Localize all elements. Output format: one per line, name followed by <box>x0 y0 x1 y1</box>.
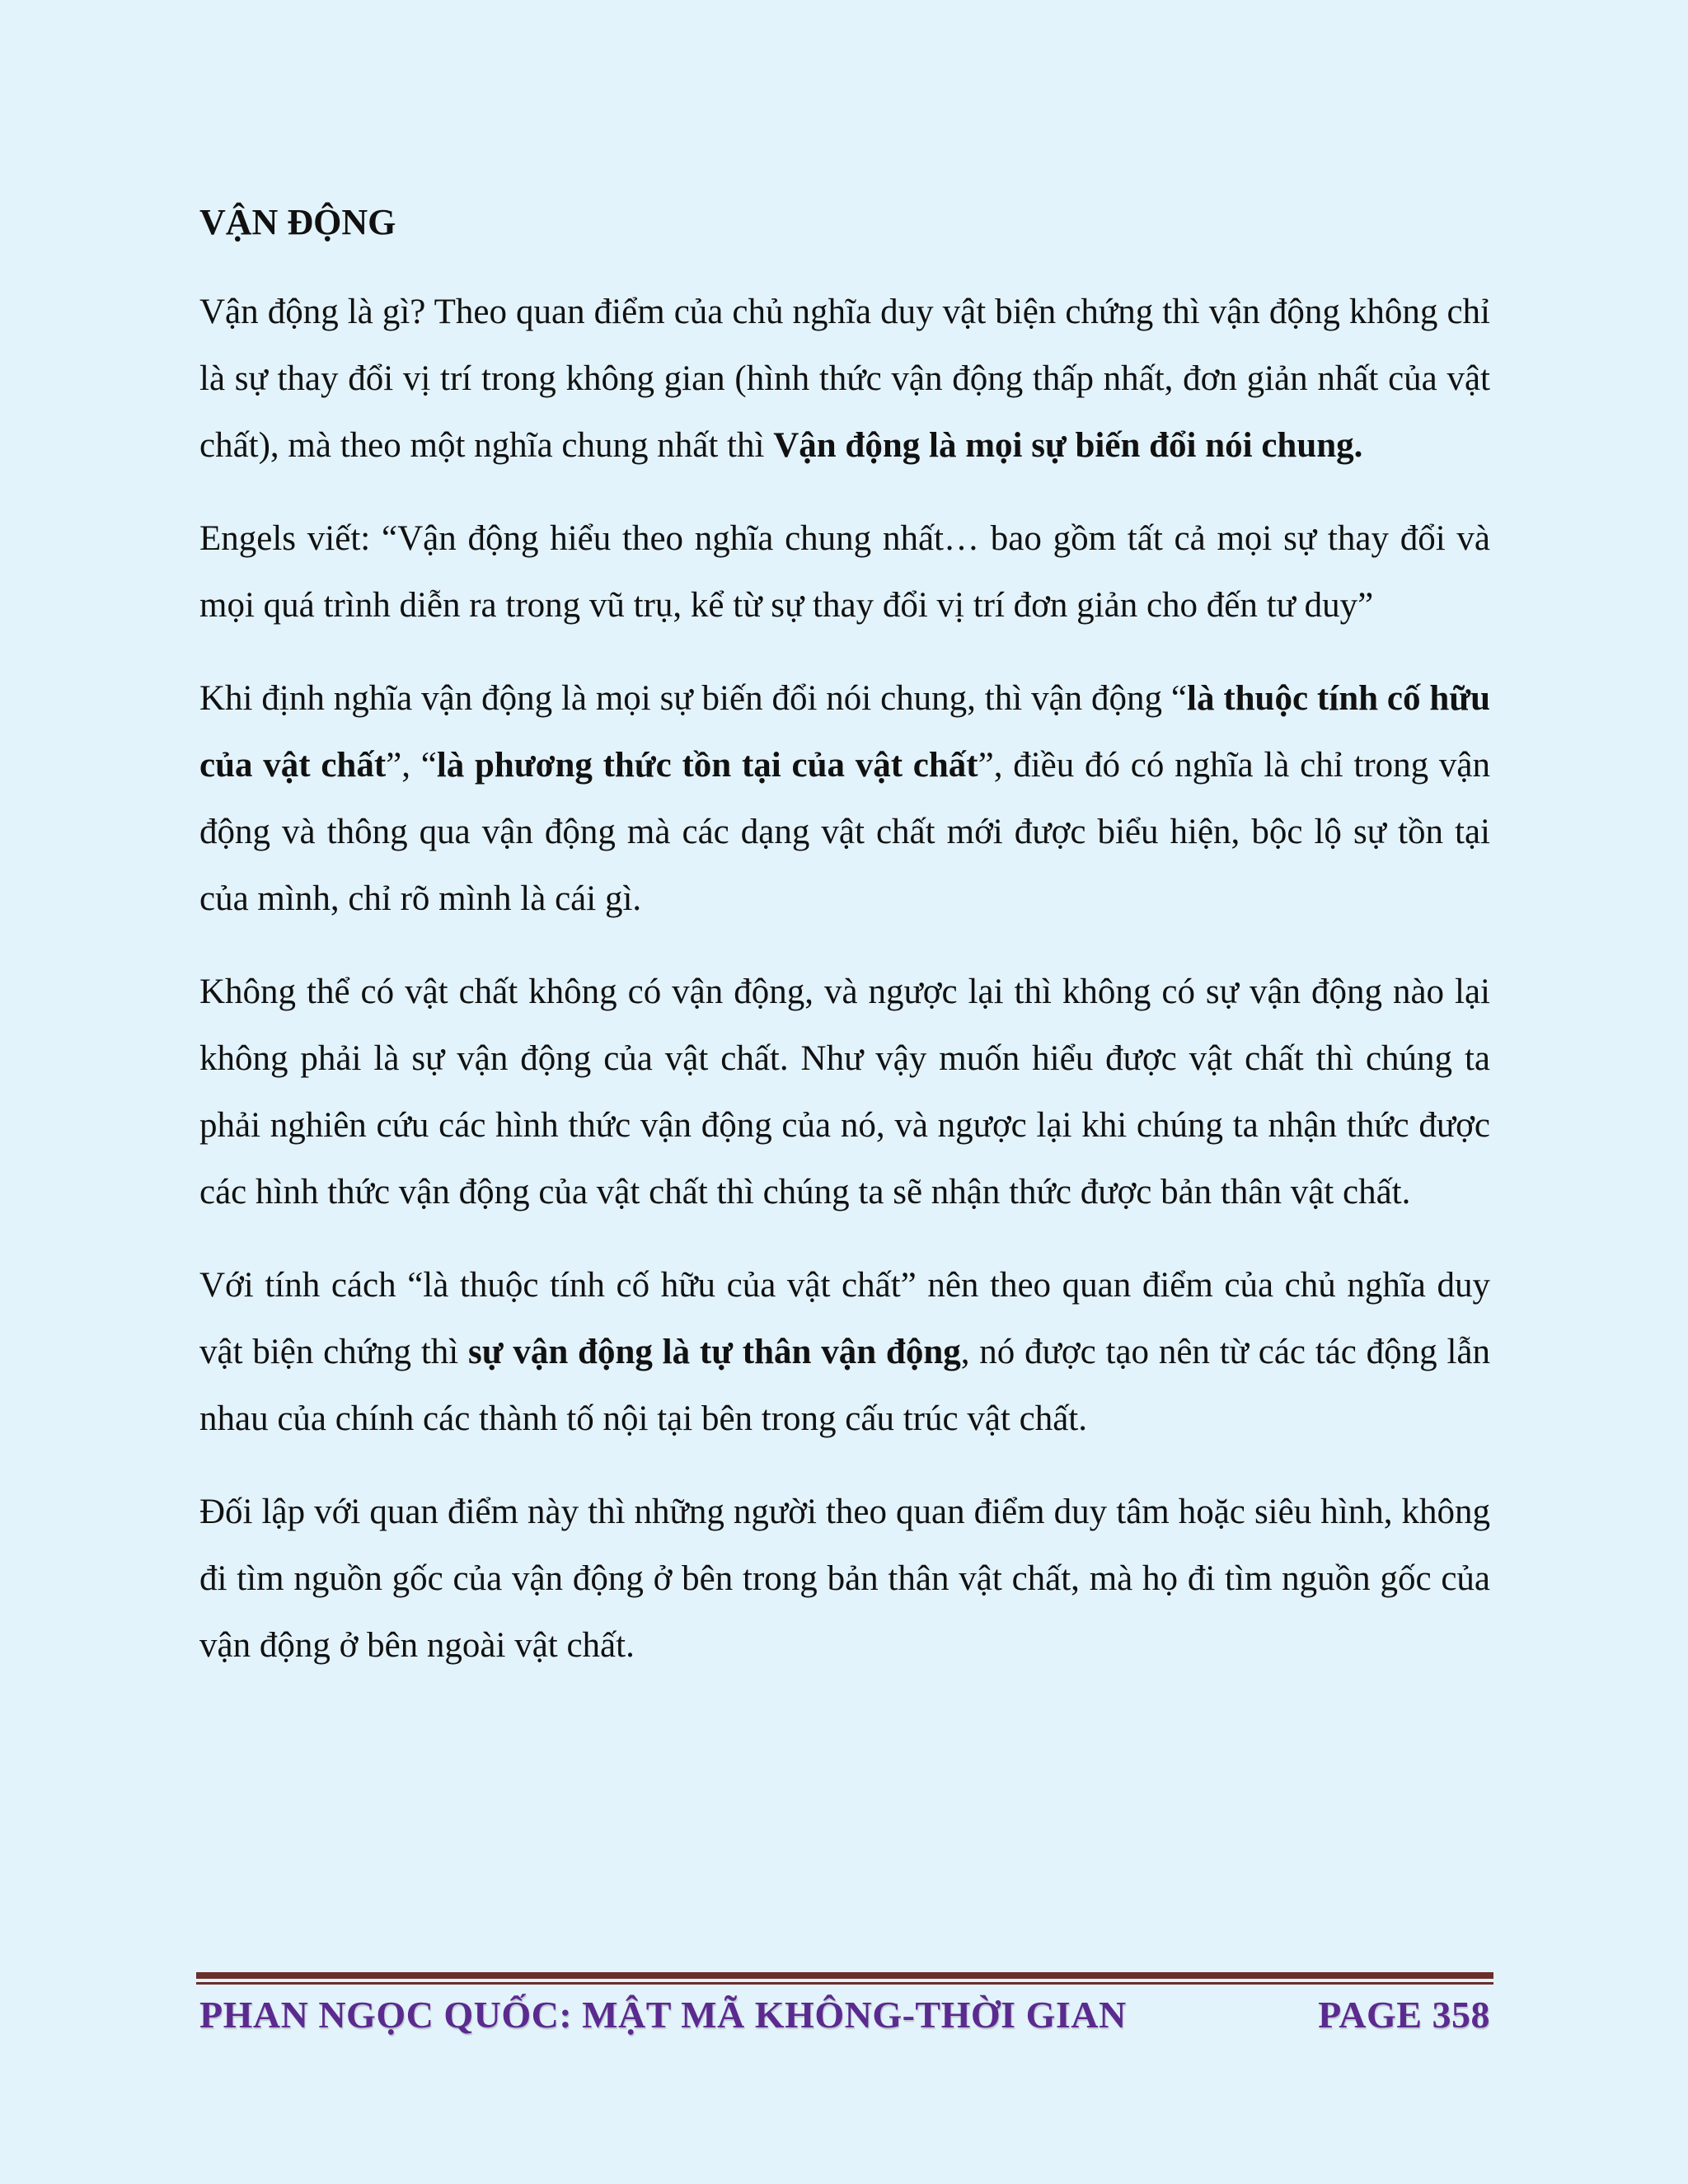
paragraph-5-text-a: Với tính cách “là thuộc tính cố hữu của vật chất” nên theo quan điểm của chủ nghĩa duy vật biện chứng thì <box>199 1266 1490 1371</box>
footer-book-title: PHAN NGỌC QUỐC: MẬT MÃ KHÔNG-THỜI GIAN <box>199 1993 1127 2036</box>
footer-rule-thick <box>196 1972 1493 1979</box>
section-heading: VẬN ĐỘNG <box>199 202 396 242</box>
paragraph-3-text-a: Khi định nghĩa vận động là mọi sự biến đổi nói chung, thì vận động “ <box>199 679 1187 718</box>
paragraph-1-bold: Vận động là mọi sự biến đổi nói chung. <box>773 426 1363 465</box>
paragraph-5-bold: sự vận động là tự thân vận động <box>468 1333 961 1371</box>
paragraph-5-text-b: , nó được tạo nên từ các tác động lẫn nhau của chính các thành tố nội tại bên trong cấu trúc vật chất. <box>199 1333 1491 1438</box>
paragraph-3-bold-a: là thuộc tính cố hữu của vật chất <box>199 679 1490 785</box>
paragraph-6 <box>199 1479 1490 1679</box>
footer-page-number: PAGE 358 <box>1318 1993 1490 2036</box>
footer-rule-thin <box>196 1982 1493 1985</box>
paragraph-2-text: Engels viết: “Vận động hiểu theo nghĩa chung nhất… bao gồm tất cả mọi sự thay đổi và mọi quá trình diễn ra trong vũ trụ, kể từ sự thay đổi vị trí đơn giản cho đến tư duy” <box>199 519 1490 625</box>
paragraph-3-bold-b: là phương thức tồn tại của vật chất <box>436 746 978 785</box>
paragraph-2 <box>199 505 1490 639</box>
page-content <box>199 194 1490 1705</box>
paragraph-4 <box>199 958 1490 1226</box>
paragraph-3-text-c: ”, điều đó có nghĩa là chỉ trong vận động và thông qua vận động mà các dạng vật chất mới được biểu hiện, bộc lộ sự tồn tại của mình, chỉ rõ mình là cái gì. <box>199 746 1491 918</box>
paragraph-6-text: Đối lập với quan điểm này thì những người theo quan điểm duy tâm hoặc siêu hình, không đi tìm nguồn gốc của vận động ở bên trong bản thân vật chất, mà họ đi tìm nguồn gốc của vận động ở bên ngoài vật chất. <box>199 1493 1490 1665</box>
paragraph-3-text-b: ”, “ <box>386 746 437 785</box>
paragraph-3 <box>199 665 1490 932</box>
paragraph-4-text: Không thể có vật chất không có vận động, và ngược lại thì không có sự vận động nào lại không phải là sự vận động của vật chất. Như vậy muốn hiểu được vật chất thì chúng ta phải nghiên cứu các hình thức vận động của nó, và ngược lại khi chúng ta nhận thức được các hình thức vận động của vật chất thì chúng ta sẽ nhận thức được bản thân vật chất. <box>199 972 1490 1212</box>
paragraph-1 <box>199 279 1490 479</box>
page-footer <box>199 1990 1490 2039</box>
paragraph-1-text: Vận động là gì? Theo quan điểm của chủ nghĩa duy vật biện chứng thì vận động không chỉ là sự thay đổi vị trí trong không gian (hình thức vận động thấp nhất, đơn giản nhất của vật chất), mà theo một nghĩa chung nhất thì <box>199 293 1490 465</box>
paragraph-5 <box>199 1252 1490 1452</box>
